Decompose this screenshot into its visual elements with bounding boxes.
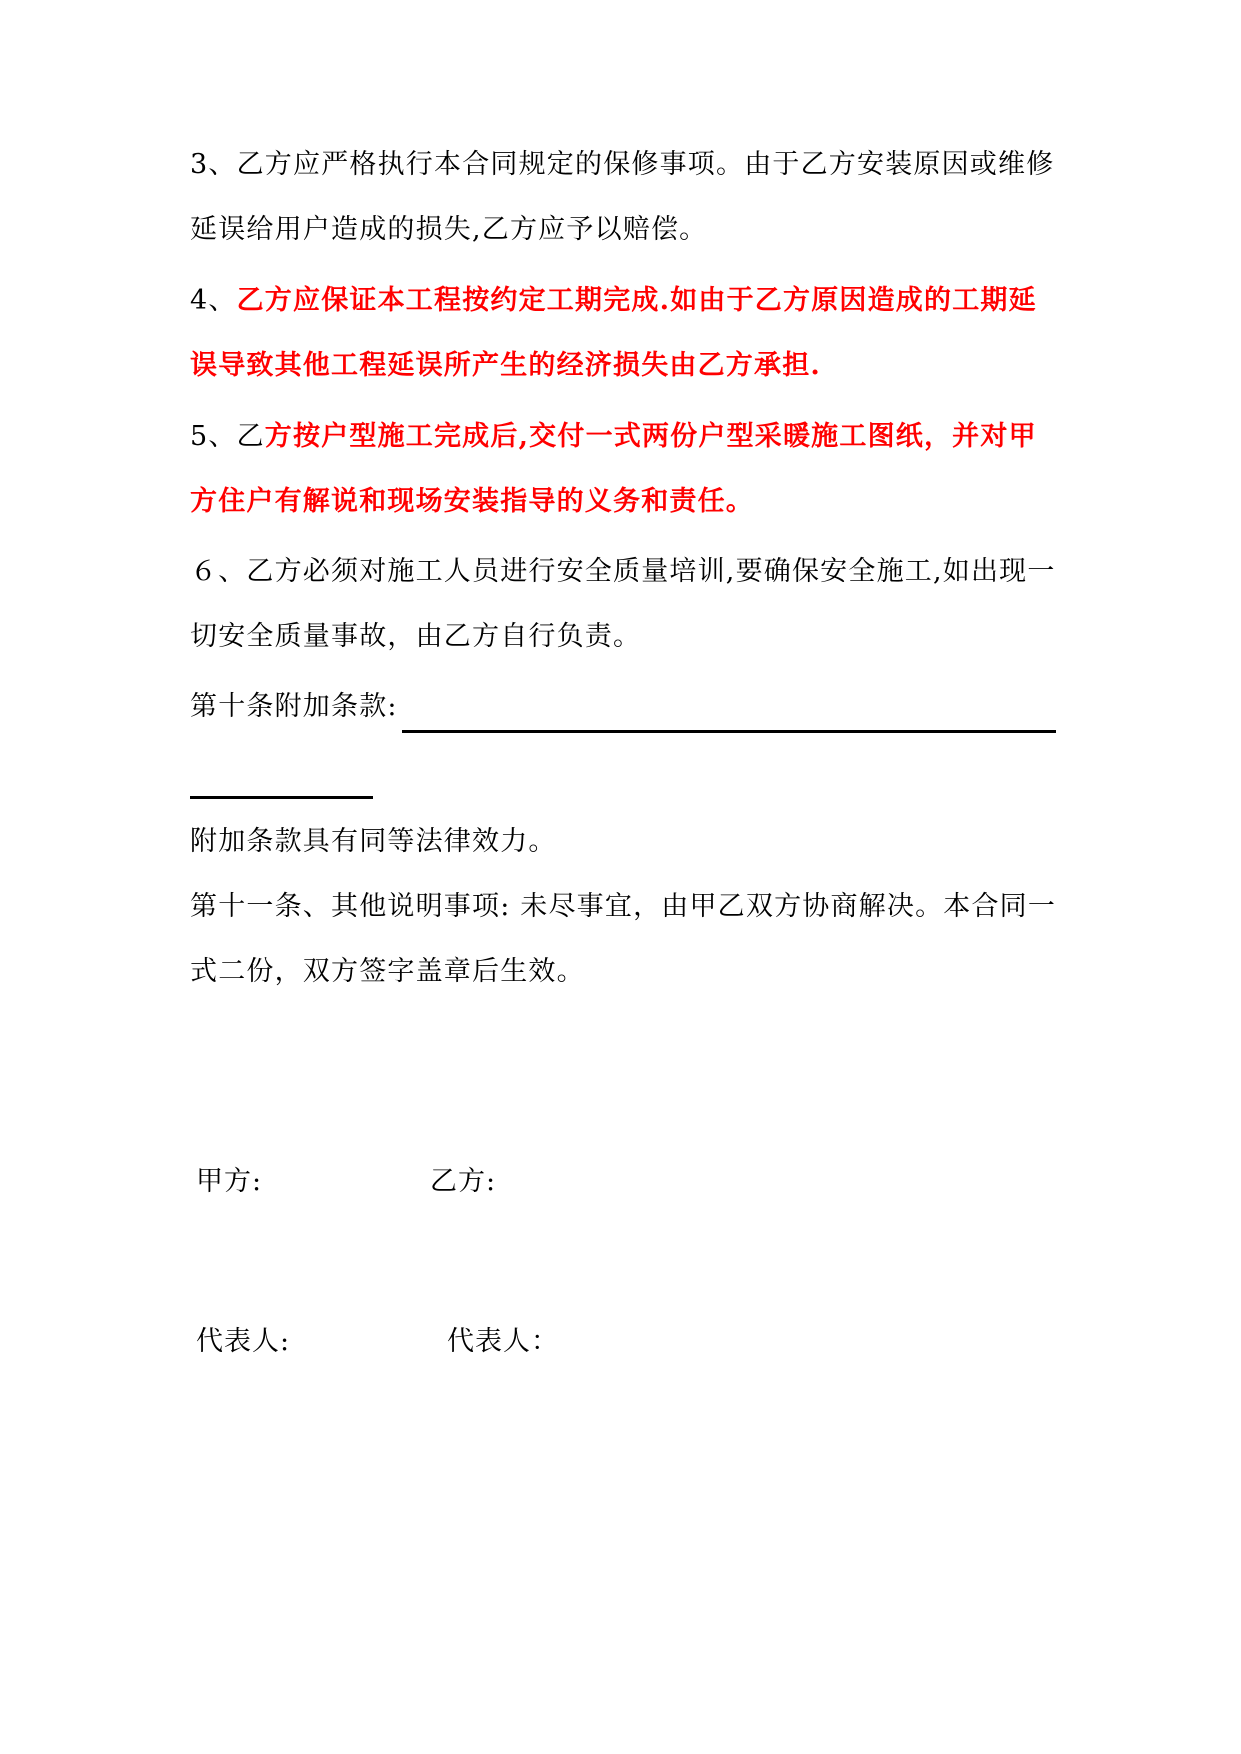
article-10-blank-line-2 <box>190 796 373 799</box>
clause-4 <box>190 268 1060 398</box>
clause-5-text: 方按户型施工完成后,交付一式两份户型采暖施工图纸，并对甲方住户有解说和现场安装指导的义务和责任。 <box>190 421 1037 517</box>
article-10-blank-line-1 <box>402 730 1056 733</box>
clause-5-number: 5、乙 <box>190 421 265 452</box>
additional-note <box>190 809 1060 874</box>
clause-4-text: 乙方应保证本工程按约定工期完成.如由于乙方原因造成的工期延误导致其他工程延误所产生的经济损失由乙方承担. <box>190 285 1037 381</box>
rep-b-label: 代表人： <box>447 1326 559 1357</box>
clause-3 <box>190 132 1060 262</box>
additional-note-text: 附加条款具有同等法律效力。 <box>190 826 557 857</box>
rep-a-label: 代表人: <box>196 1326 291 1357</box>
party-a-label: 甲方: <box>196 1166 263 1197</box>
clause-3-number: 3、 <box>190 149 237 180</box>
article-10-label: 第十条附加条款: <box>190 691 398 722</box>
article-11-text: 第十一条、其他说明事项: 未尽事宜，由甲乙双方协商解决。本合同一式二份，双方签字盖章后生效。 <box>190 891 1057 987</box>
clause-5 <box>190 404 1060 534</box>
clause-3-text: 乙方应严格执行本合同规定的保修事项。由于乙方安装原因或维修延误给用户造成的损失,乙方应予以赔偿。 <box>190 149 1055 245</box>
clause-4-number: 4、 <box>190 285 237 316</box>
clause-6-text: ６、乙方必须对施工人员进行安全质量培训,要确保安全施工,如出现一切安全质量事故，由乙方自行负责。 <box>190 556 1056 652</box>
clause-6 <box>190 539 1060 669</box>
article-11 <box>190 874 1060 1004</box>
party-b-label: 乙方: <box>430 1166 497 1197</box>
